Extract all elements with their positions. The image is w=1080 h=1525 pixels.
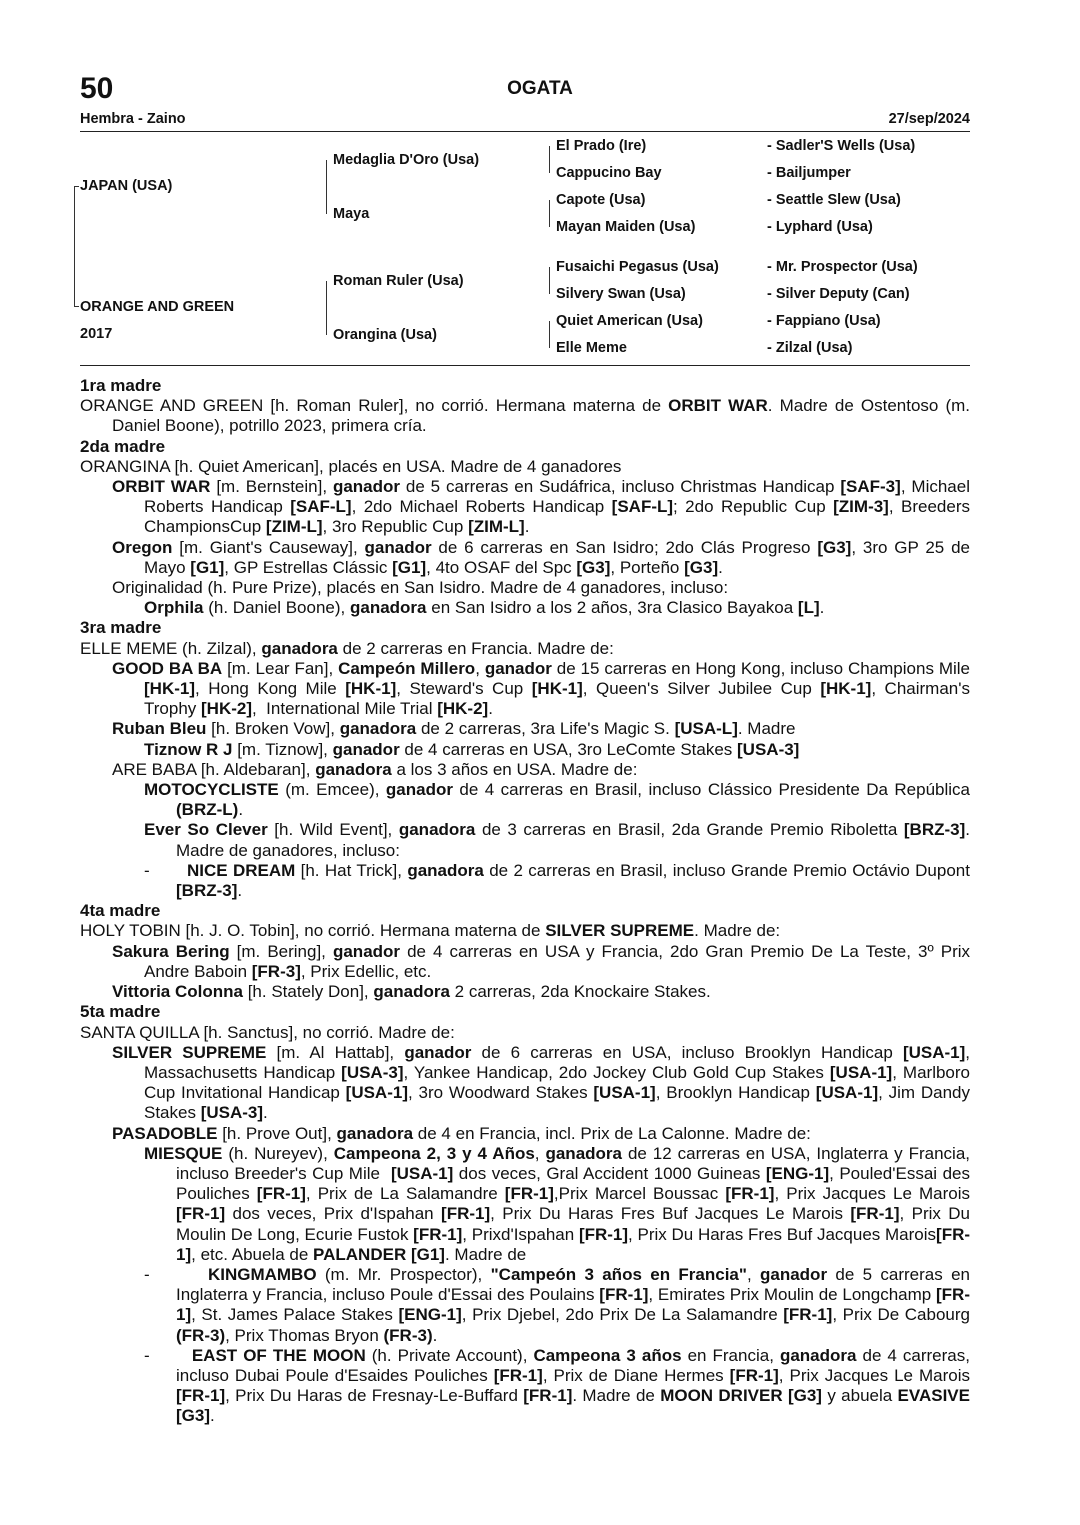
produce-oregon: Oregon [m. Giant's Causeway], ganador de 6 carreras en San Isidro; 2do Clás Progreso [G3], 3ro GP 25 de Mayo [G1], GP Estrellas Clássic [G1], 4to OSAF del Spc [G3], Porteño [G3]. [112, 537, 970, 577]
produce-good-ba-ba: GOOD BA BA [m. Lear Fan], Campeón Millero, ganador de 15 carreras en Hong Kong, incluso Champions Mile [HK-1], Hong Kong Mile [HK-1], Steward's Cup [HK-1], Queen's Silver Jubilee Cup [HK-1], Chairman's Trophy [HK-2], International Mile Trial [HK-2]. [112, 658, 970, 719]
dam-4: HOLY TOBIN [h. J. O. Tobin], no corrió. Hermana materna de SILVER SUPREME. Madre de: [80, 921, 781, 941]
produce-sakura-bering: Sakura Bering [m. Bering], ganador de 4 carreras en USA y Francia, 2do Gran Premio De La Teste, 3º Prix Andre Baboin [FR-3], Prix Edellic, etc. [112, 941, 971, 981]
bracket-tick [74, 186, 79, 187]
dam-2: ORANGINA [h. Quiet American], placés en USA. Madre de 4 ganadores [80, 456, 622, 476]
produce-kingmambo: - KINGMAMBO (m. Mr. Prospector), "Campeón 3 años en Francia", ganador de 5 carreras en Inglaterra y Francia, incluso Poule d'Essai des Poulains [FR-1], Emirates Prix Moulin de Longchamp [FR-1], St. James Palace Stakes [ENG-1], Prix Djebel, 2do Prix De La Salamandre [FR-1], Prix De Cabourg (FR-3), Prix Thomas Bryon (FR-3). [144, 1264, 970, 1345]
horse-name: OGATA [507, 78, 573, 99]
g4-3: - Seattle Slew (Usa) [767, 192, 901, 208]
produce-miesque: MIESQUE (h. Nureyev), Campeona 2, 3 y 4 Años, ganadora de 12 carreras en USA, Inglaterra y Francia, incluso Breeder's Cup Mile [USA-1] dos veces, Gral Accident 1000 Guineas [ENG-1], Pouled'Essai des Pouliches [FR-1], Prix de La Salamandre [FR-1],Prix Marcel Boussac [FR-1], Prix Jacques Le Marois [FR-1] dos veces, Prix d'Ispahan [FR-1], Prix Du Haras Fres Buf Jacques Le Marois [FR-1], Prix Du Moulin De Long, Ecurie Fustok [FR-1], Prixd'Ispahan [FR-1], Prix Du Haras Fres Buf Jacques Marois[FR-1], etc. Abuela de PALANDER [G1]. Madre de [144, 1143, 971, 1264]
g4-7: - Fappiano (Usa) [767, 313, 881, 329]
bracket [326, 160, 327, 214]
g3-8: Elle Meme [556, 340, 627, 356]
pedigree-rule [80, 365, 970, 366]
dam-dam: Orangina (Usa) [333, 327, 437, 343]
sex-color: Hembra - Zaino [80, 111, 186, 127]
dam-sire: Roman Ruler (Usa) [333, 273, 464, 289]
sire-sire: Medaglia D'Oro (Usa) [333, 152, 480, 168]
heading-1ra-madre: 1ra madre [80, 376, 162, 395]
produce-silver-supreme: SILVER SUPREME [m. Al Hattab], ganador de 6 carreras en USA, incluso Brooklyn Handicap [USA-1], Massachusetts Handicap [USA-3], Yankee Handicap, 2do Jockey Club Gold Cup Stakes [USA-1], Marlboro Cup Invitational Handicap [USA-1], 3ro Woodward Stakes [USA-1], Brooklyn Handicap [USA-1], Jim Dandy Stakes [USA-3]. [112, 1042, 971, 1123]
heading-5ta-madre: 5ta madre [80, 1002, 161, 1022]
dam: ORANGE AND GREEN [80, 299, 235, 315]
g3-6: Silvery Swan (Usa) [556, 286, 686, 302]
produce-nice-dream: - NICE DREAM [h. Hat Trick], ganadora de 2 carreras en Brasil, incluso Grande Premio Octávio Dupont [BRZ-3]. [144, 860, 970, 901]
dam-1: ORANGE AND GREEN [h. Roman Ruler], no corrió. Hermana materna de ORBIT WAR. Madre de Ostentoso (m. Daniel Boone), potrillo 2023, primera cría. [80, 396, 970, 436]
produce-orbit-war: ORBIT WAR [m. Bernstein], ganador de 5 carreras en Sudáfrica, incluso Christmas Handicap [SAF-3], Michael Roberts Handicap [SAF-L], 2do Michael Roberts Handicap [SAF-L]; 2do Republic Cup [ZIM-3], Breeders ChampionsCup [ZIM-L], 3ro Republic Cup [ZIM-L]. [112, 477, 970, 537]
g3-3: Capote (Usa) [556, 192, 646, 208]
dam-3: ELLE MEME (h. Zilzal), ganadora de 2 carreras en Francia. Madre de: [80, 638, 614, 658]
produce-tiznow-r-j: Tiznow R J [m. Tiznow], ganador de 4 carreras en USA, 3ro LeComte Stakes [USA-3] [144, 739, 800, 759]
g4-8: - Zilzal (Usa) [767, 340, 853, 356]
g3-7: Quiet American (Usa) [556, 313, 703, 329]
g4-4: - Lyphard (Usa) [767, 219, 873, 235]
produce-motocycliste: MOTOCYCLISTE (m. Emcee), ganador de 4 carreras en Brasil, incluso Clássico Presidente Da República (BRZ-L). [144, 780, 970, 820]
produce-east-of-the-moon: - EAST OF THE MOON (h. Private Account), Campeona 3 años en Francia, ganadora de 4 carreras, incluso Dubai Poule d'Esaides Pouliches [FR-1], Prix de Diane Hermes [FR-1], Prix Jacques Le Marois [FR-1], Prix Du Haras de Fresnay-Le-Buffard [FR-1]. Madre de MOON DRIVER [G3] y abuela EVASIVE [G3]. [144, 1345, 970, 1426]
g4-6: - Silver Deputy (Can) [767, 286, 910, 302]
g3-1: El Prado (Ire) [556, 138, 647, 154]
lot-number: 50 [80, 72, 114, 105]
produce-pasadoble: PASADOBLE [h. Prove Out], ganadora de 4 en Francia, incl. Prix de La Calonne. Madre de: [112, 1123, 811, 1143]
dam-5: SANTA QUILLA [h. Sanctus], no corrió. Madre de: [80, 1022, 455, 1042]
family-text [80, 376, 970, 1427]
produce-ruban-bleu: Ruban Bleu [h. Broken Vow], ganadora de 2 carreras, 3ra Life's Magic S. [USA-L]. Madre [112, 719, 796, 739]
heading-2da-madre: 2da madre [80, 436, 166, 456]
heading-4ta-madre: 4ta madre [80, 901, 161, 921]
sale-date: 27/sep/2024 [888, 111, 970, 127]
top-rule [80, 131, 970, 132]
bracket [549, 321, 550, 348]
bracket-tick [74, 306, 79, 307]
bracket [326, 281, 327, 335]
g4-5: - Mr. Prospector (Usa) [767, 259, 918, 275]
sire: JAPAN (USA) [80, 178, 173, 194]
produce-are-baba: ARE BABA [h. Aldebaran], ganadora a los 3 años en USA. Madre de: [112, 759, 638, 779]
g4-2: - Bailjumper [767, 165, 851, 181]
produce-vittoria-colonna: Vittoria Colonna [h. Stately Don], ganadora 2 carreras, 2da Knockaire Stakes. [112, 982, 711, 1002]
bracket [549, 267, 550, 294]
sire-dam: Maya [333, 206, 370, 222]
g3-5: Fusaichi Pegasus (Usa) [556, 259, 719, 275]
produce-orphila: Orphila (h. Daniel Boone), ganadora en San Isidro a los 2 años, 3ra Clasico Bayakoa [L]. [144, 598, 825, 618]
produce-originalidad: Originalidad (h. Pure Prize), placés en San Isidro. Madre de 4 ganadores, incluso: [112, 578, 729, 598]
heading-3ra-madre: 3ra madre [80, 618, 162, 638]
g4-1: - Sadler'S Wells (Usa) [767, 138, 916, 154]
g3-4: Mayan Maiden (Usa) [556, 219, 696, 235]
bracket [549, 200, 550, 227]
produce-ever-so-clever: Ever So Clever [h. Wild Event], ganadora de 3 carreras en Brasil, 2da Grande Premio Riboletta [BRZ-3]. Madre de ganadores, incluso: [144, 820, 971, 860]
g3-2: Cappucino Bay [556, 165, 662, 181]
bracket [549, 146, 550, 173]
birth-year: 2017 [80, 326, 113, 342]
bracket [74, 186, 75, 306]
